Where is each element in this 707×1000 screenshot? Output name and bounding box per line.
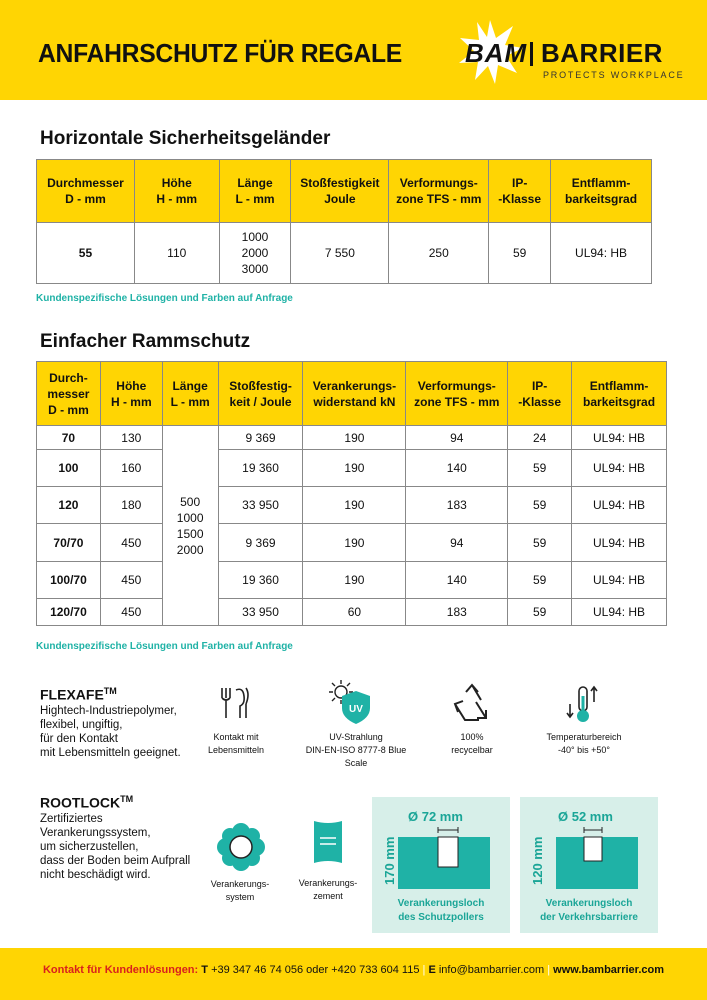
cell-ip: 59 [508, 450, 572, 487]
cell-v: 94 [406, 524, 508, 562]
cell-w: 60 [303, 599, 406, 626]
uv-shield-icon [326, 677, 378, 729]
col-entflamm: Entflamm- barkeitsgrad [551, 160, 652, 223]
table-row [37, 524, 667, 562]
col-hoehe: Höhe H - mm [100, 362, 162, 426]
anchor-system-icon [216, 822, 266, 872]
flexafe-description: Hightech-Industriepolymer, flexibel, ungiftig, für den Kontakt mit Lebensmitteln geeignet. [40, 705, 181, 759]
flexafe-title: FLEXAFE™ [40, 686, 117, 703]
phone-prefix: T [201, 964, 208, 976]
cell-ip: 59 [508, 524, 572, 562]
rootlock-title: ROOTLOCK™ [40, 794, 134, 811]
email-prefix: E [428, 964, 436, 976]
cell-ip: 59 [508, 599, 572, 626]
footer-separator: | [547, 964, 551, 976]
cell-verformung: 250 [389, 223, 489, 284]
uv-caption: UV-Strahlung DIN-EN-ISO 8777-8 Blue Scale [305, 732, 407, 768]
cell-s: 9 369 [218, 524, 303, 562]
col-verformung: Verformungs- zone TFS - mm [406, 362, 508, 426]
cell-s: 19 360 [218, 450, 303, 487]
cell-ip: 24 [508, 426, 572, 450]
cell-v: 183 [406, 487, 508, 524]
col-durchmesser: Durchmesser D - mm [37, 160, 135, 223]
col-ip: IP- -Klasse [489, 160, 551, 223]
cell-w: 190 [303, 487, 406, 524]
cell-s: 19 360 [218, 562, 303, 599]
cell-h: 450 [100, 562, 162, 599]
food-contact-icon [216, 684, 254, 722]
cell-w: 190 [303, 562, 406, 599]
table-row [37, 487, 667, 524]
cell-d: 70/70 [37, 524, 101, 562]
table-horizontal [36, 159, 652, 284]
logo-barrier-text: BARRIER [541, 38, 663, 68]
footer-separator: | [422, 964, 426, 976]
col-verformung: Verformungs- zone TFS - mm [389, 160, 489, 223]
anchor-panel-barrier [520, 797, 658, 933]
col-ip: IP- -Klasse [508, 362, 572, 426]
col-durchmesser: Durch- messer D - mm [37, 362, 101, 426]
cement-bag-icon [311, 818, 345, 866]
recycle-caption: 100% recycelbar [451, 732, 493, 755]
cell-hoehe: 110 [134, 223, 219, 284]
logo-separator [530, 42, 533, 66]
table-row [37, 223, 652, 284]
cell-entflamm: UL94: HB [551, 223, 652, 284]
logo-tagline: PROTECTS WORKPLACE [543, 70, 685, 80]
table-row [37, 562, 667, 599]
cell-h: 450 [100, 599, 162, 626]
anchor-hole-diagram [546, 827, 646, 893]
anchor-system-caption: Verankerungs- system [210, 879, 270, 902]
cell-h: 450 [100, 524, 162, 562]
col-entflamm: Entflamm- barkeitsgrad [572, 362, 667, 426]
footer-contact [0, 964, 707, 976]
anchor-caption: Verankerungsloch des Schutzpollers [397, 898, 485, 923]
cell-laenge-merged: 500 1000 1500 2000 [162, 426, 218, 626]
cell-v: 140 [406, 450, 508, 487]
footer-phones[interactable]: +39 347 46 74 056 oder +420 733 604 115 [211, 964, 420, 976]
cell-ip: 59 [508, 487, 572, 524]
footer-bar [0, 948, 707, 1000]
rootlock-description: Zertifiziertes Verankerungssystem, um sicherzustellen, dass der Boden beim Aufprall nicht beschädigt wird. [40, 813, 191, 881]
cell-s: 33 950 [218, 599, 303, 626]
cell-h: 160 [100, 450, 162, 487]
cell-e: UL94: HB [572, 450, 667, 487]
thermometer-icon [566, 684, 606, 724]
custom-note-1: Kundenspezifische Lösungen und Farben auf Anfrage [36, 293, 293, 304]
recycle-icon [452, 682, 492, 722]
page-title: ANFAHRSCHUTZ FÜR REGALE [38, 38, 402, 68]
cell-v: 94 [406, 426, 508, 450]
cell-stoss: 7 550 [291, 223, 389, 284]
anchor-depth: 170 mm [382, 836, 397, 885]
table-row [37, 599, 667, 626]
col-laenge: Länge L - mm [219, 160, 291, 223]
cell-d: 120 [37, 487, 101, 524]
anchor-depth: 120 mm [530, 836, 545, 885]
cell-w: 190 [303, 450, 406, 487]
cell-w: 190 [303, 426, 406, 450]
cell-h: 130 [100, 426, 162, 450]
col-stoss: Stoßfestigkeit Joule [291, 160, 389, 223]
anchor-diameter: Ø 52 mm [558, 809, 613, 824]
logo-bam-text: BAM [465, 38, 528, 68]
anchor-diameter: Ø 72 mm [408, 809, 463, 824]
col-stoss: Stoßfestig- keit / Joule [218, 362, 303, 426]
cell-e: UL94: HB [572, 562, 667, 599]
cell-h: 180 [100, 487, 162, 524]
table-row [37, 450, 667, 487]
bam-barrier-logo[interactable] [455, 18, 685, 88]
cell-s: 9 369 [218, 426, 303, 450]
section-title-horizontal: Horizontale Sicherheitsgeländer [40, 128, 331, 149]
col-laenge: Länge L - mm [162, 362, 218, 426]
temperature-caption: Temperaturbereich -40° bis +50° [546, 732, 622, 755]
footer-website[interactable]: www.bambarrier.com [553, 964, 665, 976]
cell-e: UL94: HB [572, 599, 667, 626]
table-header-row [37, 160, 652, 223]
col-widerstand: Verankerungs- widerstand kN [303, 362, 406, 426]
cement-caption: Verankerungs- zement [298, 878, 358, 901]
table-header-row [37, 362, 667, 426]
custom-note-2: Kundenspezifische Lösungen und Farben auf Anfrage [36, 641, 293, 652]
anchor-panel-bollard [372, 797, 510, 933]
cell-d: 120/70 [37, 599, 101, 626]
section-title-rammschutz: Einfacher Rammschutz [40, 331, 251, 352]
cell-v: 183 [406, 599, 508, 626]
cell-ip: 59 [508, 562, 572, 599]
cell-ip: 59 [489, 223, 551, 284]
footer-email[interactable]: info@bambarrier.com [438, 964, 545, 976]
svg-text:UV: UV [349, 704, 363, 715]
cell-durchmesser: 55 [37, 223, 135, 284]
footer-label: Kontakt für Kundenlösungen: [42, 964, 199, 976]
cell-e: UL94: HB [572, 426, 667, 450]
anchor-hole-diagram [398, 827, 498, 893]
cell-s: 33 950 [218, 487, 303, 524]
table-row [37, 426, 667, 450]
cell-v: 140 [406, 562, 508, 599]
cell-e: UL94: HB [572, 487, 667, 524]
cell-d: 100 [37, 450, 101, 487]
cell-laenge: 1000 2000 3000 [219, 223, 291, 284]
anchor-caption: Verankerungsloch der Verkehrsbarriere [540, 898, 638, 923]
food-contact-caption: Kontakt mit Lebensmitteln [207, 732, 265, 755]
table-rammschutz [36, 361, 667, 626]
cell-d: 70 [37, 426, 101, 450]
cell-d: 100/70 [37, 562, 101, 599]
col-hoehe: Höhe H - mm [134, 160, 219, 223]
cell-e: UL94: HB [572, 524, 667, 562]
cell-w: 190 [303, 524, 406, 562]
header-bar [0, 0, 707, 100]
